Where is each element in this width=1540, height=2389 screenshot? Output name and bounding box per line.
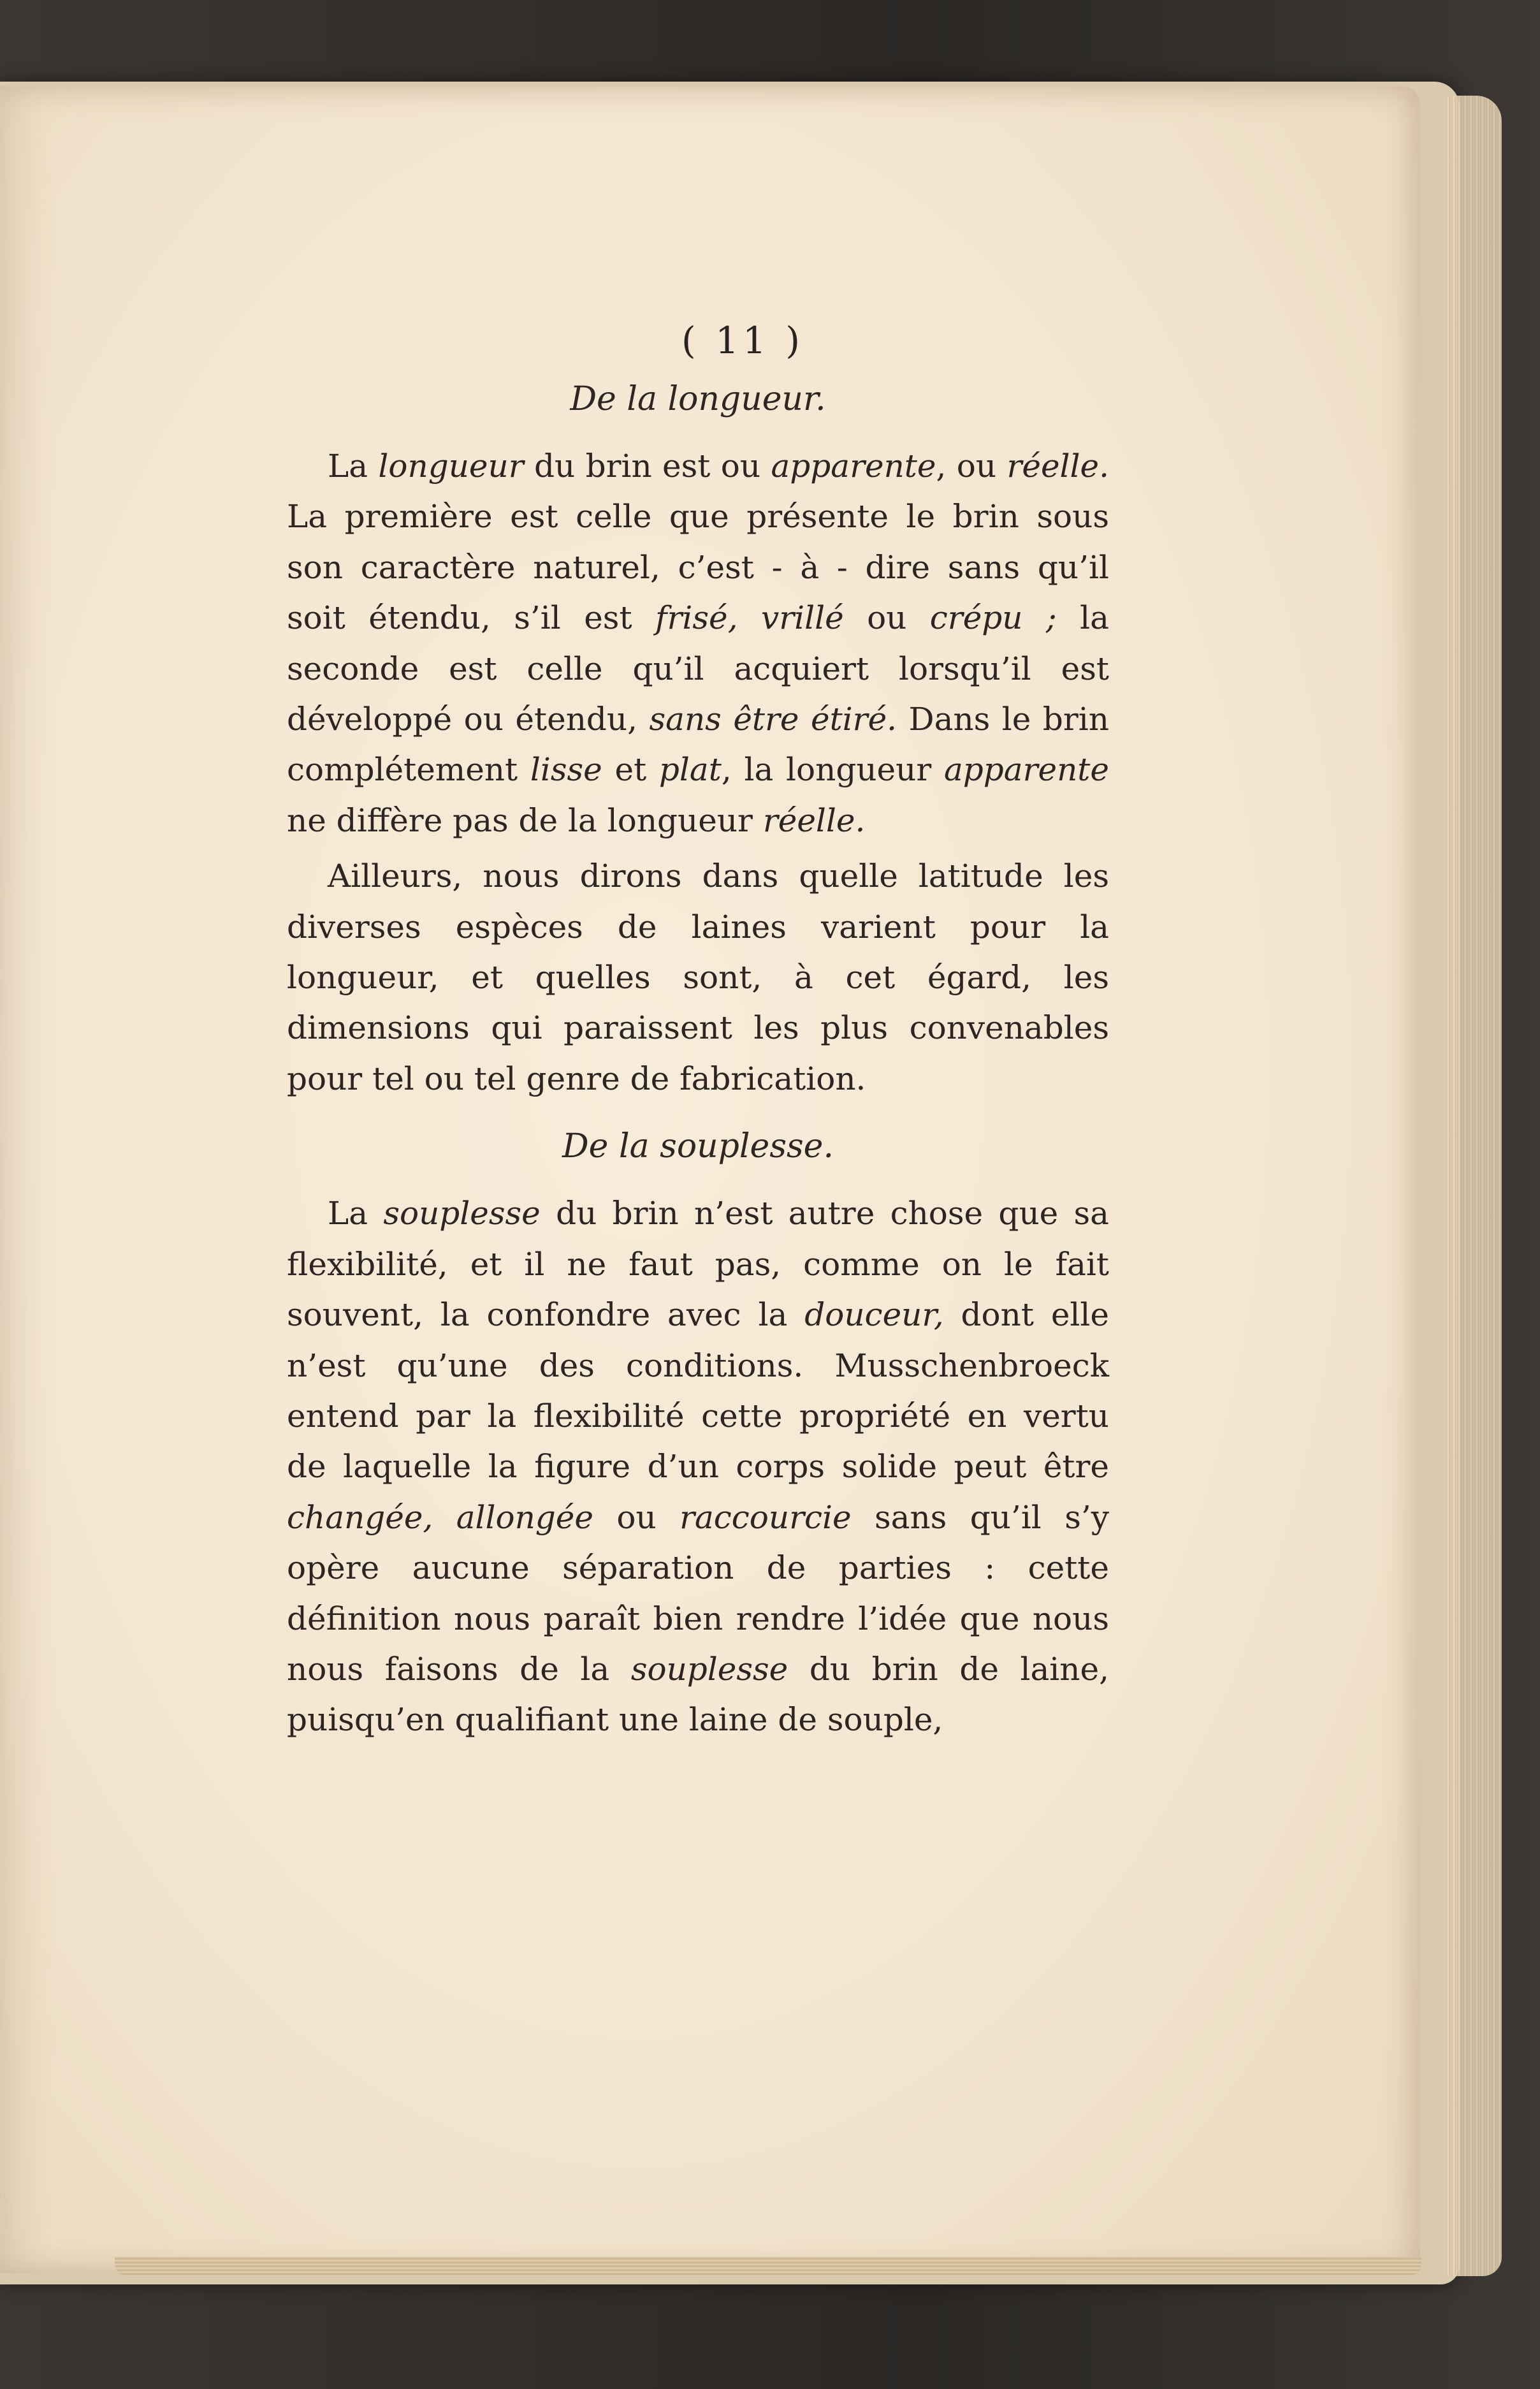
italic-run: plat: [658, 751, 722, 789]
section-heading-longueur: De la longueur.: [570, 380, 826, 418]
text-run: sans qu’il s’y opère aucune séparation de parties : cette définition nous paraît bien rendre l’idée que nous nous faisons de la: [287, 1498, 1109, 1688]
page-edges: [1444, 96, 1502, 2276]
italic-run: crépu ;: [929, 599, 1057, 637]
italic-run: longueur: [378, 448, 524, 485]
paragraph-longueur-definition: [287, 441, 1109, 846]
text-run: La: [328, 448, 379, 485]
paragraph-souplesse-definition: [287, 1188, 1109, 1745]
text-block: [287, 319, 1109, 1746]
text-run: Dans le brin complétement: [287, 701, 1109, 789]
text-run: ou: [593, 1498, 680, 1536]
page-number: ( 11 ): [681, 319, 804, 362]
page-bottom-edge: [115, 2257, 1421, 2276]
paragraph-longueur-ailleurs: [287, 851, 1109, 1104]
italic-run: lisse: [530, 751, 602, 789]
text-run: La: [328, 1195, 384, 1232]
text-run: ne diffère pas de la longueur: [287, 801, 763, 839]
italic-run: réelle.: [1006, 448, 1109, 485]
text-run: La première est celle que présente le brin sous son caractère naturel, c’est - à - dire sans qu’il soit étendu, s’il est: [287, 498, 1109, 637]
italic-run: raccourcie: [679, 1498, 852, 1536]
text-run: la seconde est celle qu’il acquiert lorsqu’il est développé ou étendu,: [287, 599, 1109, 738]
text-run: Ailleurs, nous dirons dans quelle latitude les diverses espèces de laines varient pour la longueur, et quelles sont, à cet égard, les dimensions qui paraissent les plus convenables pour tel ou tel genre de fabrication.: [287, 858, 1109, 1097]
italic-run: souplesse: [630, 1650, 788, 1688]
italic-run: apparente: [943, 751, 1109, 789]
italic-run: souplesse: [383, 1195, 541, 1232]
italic-run: douceur,: [804, 1296, 944, 1334]
text-run: dont elle n’est qu’une des conditions. Musschenbroeck entend par la flexibilité cette propriété en vertu de laquelle la figure d’un corps solide peut être: [287, 1296, 1109, 1486]
text-run: , ou: [936, 448, 1007, 485]
italic-run: réelle.: [762, 801, 866, 839]
text-run: , la longueur: [721, 751, 944, 789]
italic-run: apparente: [771, 448, 936, 485]
italic-run: sans être étiré.: [649, 701, 897, 738]
italic-run: frisé, vrillé: [655, 599, 844, 637]
text-run: et: [602, 751, 659, 789]
section-heading-souplesse: De la souplesse.: [562, 1127, 834, 1166]
text-run: ou: [843, 599, 930, 637]
italic-run: changée, allongée: [287, 1498, 593, 1536]
text-run: du brin n’est autre chose que sa flexibilité, et il ne faut pas, comme on le fait souvent, la confondre avec la: [287, 1195, 1109, 1334]
text-run: du brin est ou: [523, 448, 771, 485]
text-run: du brin de laine, puisqu’en qualifiant une laine de souple,: [287, 1650, 1109, 1739]
